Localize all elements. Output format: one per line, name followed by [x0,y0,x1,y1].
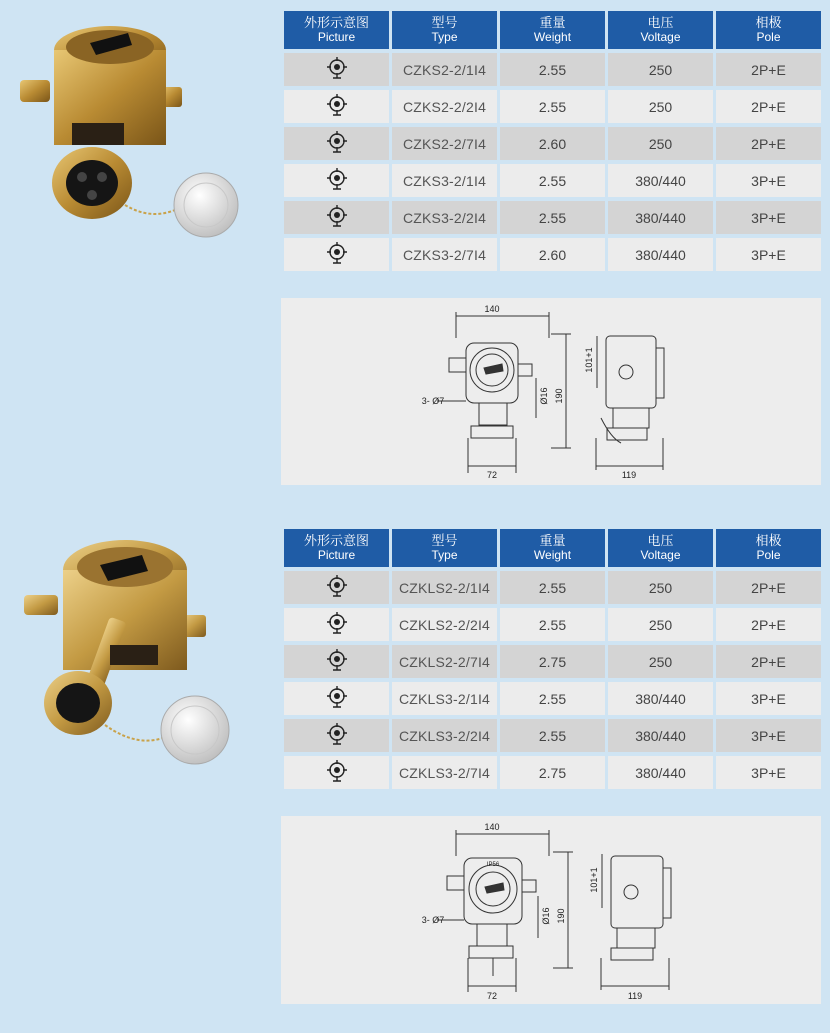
dim-hole: 3- Ø7 [421,396,445,406]
dim-height: 190 [554,388,564,404]
pole-cell: 2P+E [716,571,821,604]
header-pole: 相极 Pole [716,11,821,49]
header-picture: 外形示意图 Picture [284,11,389,49]
pole-cell: 3P+E [716,756,821,789]
pictogram-icon [284,608,389,641]
dim-hole: 3- Ø7 [421,915,445,925]
header-weight: 重量 Weight [500,11,605,49]
weight-cell: 2.60 [500,238,605,271]
type-cell: CZKS3-2/7I4 [392,238,497,271]
table-row [284,53,821,86]
voltage-cell: 250 [608,645,713,678]
header-pole: 相极 Pole [716,529,821,567]
pole-cell: 2P+E [716,53,821,86]
weight-cell: 2.55 [500,201,605,234]
type-cell: CZKS3-2/2I4 [392,201,497,234]
dim-dia: Ø16 [541,907,551,925]
product-photo-czkls [20,525,270,775]
type-cell: CZKLS3-2/2I4 [392,719,497,752]
weight-cell: 2.55 [500,719,605,752]
dim-dia: Ø16 [539,387,549,405]
type-cell: CZKS2-2/2I4 [392,90,497,123]
header-weight: 重量 Weight [500,529,605,567]
spec-table-czkls [281,525,824,793]
voltage-cell: 380/440 [608,682,713,715]
dimension-drawing-czks [281,298,821,485]
table-row [284,90,821,123]
table-row [284,756,821,789]
dim-bottom-right: 119 [621,470,637,480]
pole-cell: 2P+E [716,645,821,678]
weight-cell: 2.55 [500,608,605,641]
pole-cell: 3P+E [716,164,821,197]
dim-side-height: 101+1 [584,347,594,373]
weight-cell: 2.55 [500,53,605,86]
pictogram-icon [284,90,389,123]
type-cell: CZKLS3-2/7I4 [392,756,497,789]
dim-side-height: 101+1 [589,867,599,893]
dim-bottom-right: 119 [627,991,643,1001]
type-cell: CZKLS2-2/1I4 [392,571,497,604]
table-row [284,164,821,197]
weight-cell: 2.55 [500,164,605,197]
table-header-row [284,11,821,49]
pictogram-icon [284,645,389,678]
header-picture: 外形示意图 Picture [284,529,389,567]
pole-cell: 2P+E [716,608,821,641]
dim-bottom-left: 72 [486,470,498,480]
pictogram-icon [284,571,389,604]
voltage-cell: 250 [608,90,713,123]
dim-height: 190 [556,908,566,924]
dim-ip: IP56 [486,862,500,868]
voltage-cell: 250 [608,53,713,86]
pole-cell: 2P+E [716,127,821,160]
weight-cell: 2.55 [500,571,605,604]
pole-cell: 3P+E [716,201,821,234]
product-photo-czks [10,5,260,250]
pole-cell: 3P+E [716,719,821,752]
pictogram-icon [284,756,389,789]
pole-cell: 3P+E [716,682,821,715]
voltage-cell: 250 [608,571,713,604]
table-row [284,127,821,160]
weight-cell: 2.60 [500,127,605,160]
pictogram-icon [284,201,389,234]
type-cell: CZKLS2-2/2I4 [392,608,497,641]
type-cell: CZKLS3-2/1I4 [392,682,497,715]
dim-width-top: 140 [484,822,500,832]
voltage-cell: 380/440 [608,719,713,752]
pictogram-icon [284,719,389,752]
table-row [284,238,821,271]
type-cell: CZKS3-2/1I4 [392,164,497,197]
table-header-row [284,529,821,567]
type-cell: CZKLS2-2/7I4 [392,645,497,678]
voltage-cell: 380/440 [608,164,713,197]
table-row [284,645,821,678]
header-type: 型号 Type [392,529,497,567]
pictogram-icon [284,164,389,197]
voltage-cell: 250 [608,127,713,160]
voltage-cell: 380/440 [608,238,713,271]
weight-cell: 2.55 [500,682,605,715]
type-cell: CZKS2-2/7I4 [392,127,497,160]
table-row [284,571,821,604]
type-cell: CZKS2-2/1I4 [392,53,497,86]
table-row [284,719,821,752]
pole-cell: 3P+E [716,238,821,271]
header-type: 型号 Type [392,11,497,49]
dimension-drawing-czkls [281,816,821,1004]
header-voltage: 电压 Voltage [608,11,713,49]
voltage-cell: 380/440 [608,756,713,789]
pictogram-icon [284,682,389,715]
table-row [284,201,821,234]
table-row [284,608,821,641]
weight-cell: 2.55 [500,90,605,123]
voltage-cell: 380/440 [608,201,713,234]
weight-cell: 2.75 [500,756,605,789]
weight-cell: 2.75 [500,645,605,678]
dim-bottom-left: 72 [486,991,498,1001]
dim-width-top: 140 [484,304,500,314]
table-row [284,682,821,715]
pictogram-icon [284,53,389,86]
voltage-cell: 250 [608,608,713,641]
spec-table-czks [281,7,824,275]
pictogram-icon [284,127,389,160]
pictogram-icon [284,238,389,271]
pole-cell: 2P+E [716,90,821,123]
header-voltage: 电压 Voltage [608,529,713,567]
